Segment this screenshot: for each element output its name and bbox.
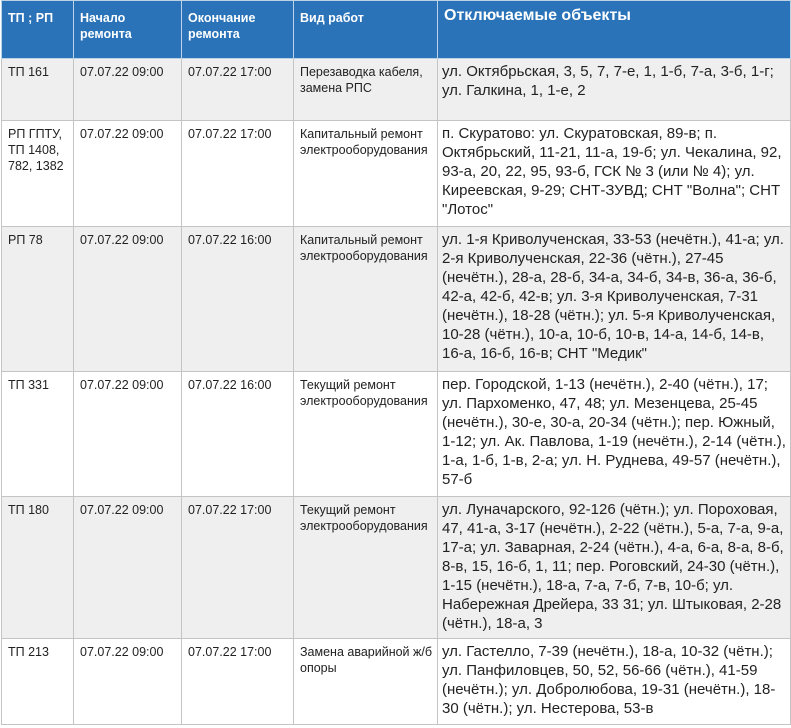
cell-objects: ул. 1-я Криволученская, 33-53 (нечётн.), 41-а; ул. 2-я Криволученская, 22-36 (чётн.), 27-45 (нечётн.), 28-а, 28-б, 34-а, 34-б, 34-в, 36-а, 36-б, 42-а, 42-б, 42-в; ул. 3-я Криволученская, 7-31 (нечётн.), 18-28 (чётн.); ул. 5-я Криволученская, 10-28 (чётн.), 10-а, 10-б, 10-в, 14-а, 14-б, 14-в, 16-а, 16-б, 16-в; СНТ "Медик" [438, 227, 791, 372]
header-objects: Отключаемые объекты [438, 1, 791, 59]
outage-schedule-table [1, 0, 791, 725]
cell-start: 07.07.22 09:00 [74, 227, 182, 372]
table-row [2, 639, 791, 725]
header-start: Начало ремонта [74, 1, 182, 59]
cell-work-type: Текущий ремонт электрооборудования [294, 372, 438, 497]
cell-end: 07.07.22 16:00 [182, 227, 294, 372]
table-header-row [2, 1, 791, 59]
cell-tp: РП 78 [2, 227, 74, 372]
table-row [2, 227, 791, 372]
table-row [2, 497, 791, 639]
cell-start: 07.07.22 09:00 [74, 639, 182, 725]
cell-end: 07.07.22 17:00 [182, 59, 294, 121]
cell-end: 07.07.22 17:00 [182, 639, 294, 725]
cell-work-type: Замена аварийной ж/б опоры [294, 639, 438, 725]
header-end: Окончание ремонта [182, 1, 294, 59]
cell-start: 07.07.22 09:00 [74, 497, 182, 639]
cell-end: 07.07.22 17:00 [182, 121, 294, 227]
header-tp: ТП ; РП [2, 1, 74, 59]
cell-work-type: Текущий ремонт электрооборудования [294, 497, 438, 639]
cell-tp: РП ГПТУ, ТП 1408, 782, 1382 [2, 121, 74, 227]
table-row [2, 372, 791, 497]
cell-objects: ул. Гастелло, 7-39 (нечётн.), 18-а, 10-32 (чётн.); ул. Панфиловцев, 50, 52, 56-66 (чётн.), 41-59 (нечётн.); ул. Добролюбова, 19-31 (нечётн.), 18-30 (чётн.); ул. Нестерова, 53-в [438, 639, 791, 725]
header-work-type: Вид работ [294, 1, 438, 59]
cell-end: 07.07.22 17:00 [182, 497, 294, 639]
table-row [2, 121, 791, 227]
cell-tp: ТП 180 [2, 497, 74, 639]
cell-work-type: Капитальный ремонт электрооборудования [294, 227, 438, 372]
cell-start: 07.07.22 09:00 [74, 372, 182, 497]
cell-tp: ТП 161 [2, 59, 74, 121]
cell-objects: ул. Луначарского, 92-126 (чётн.); ул. Пороховая, 47, 41-а, 3-17 (нечётн.), 2-22 (чётн.), 5-а, 7-а, 9-а, 17-а; ул. Заварная, 2-24 (чётн.), 4-а, 6-а, 8-а, 8-б, 8-в, 15, 16-б, 1, 11; пер. Роговский, 24-30 (чётн.), 1-15 (нечётн.), 18-а, 7-а, 7-б, 7-в, 10-б; ул. Набережная Дрейера, 33 31; ул. Штыковая, 2-28 (чётн.), 18-а, 3 [438, 497, 791, 639]
cell-work-type: Капитальный ремонт электрооборудования [294, 121, 438, 227]
cell-end: 07.07.22 16:00 [182, 372, 294, 497]
cell-start: 07.07.22 09:00 [74, 121, 182, 227]
cell-tp: ТП 213 [2, 639, 74, 725]
cell-objects: пер. Городской, 1-13 (нечётн.), 2-40 (чётн.), 17; ул. Пархоменко, 47, 48; ул. Мезенцева, 25-45 (нечётн.), 30-е, 30-а, 20-34 (чётн.); пер. Южный, 1-12; ул. Ак. Павлова, 1-19 (нечётн.), 2-14 (чётн.), 1-а, 1-б, 1-в, 2-а; ул. Н. Руднева, 49-57 (нечётн.), 57-б [438, 372, 791, 497]
cell-objects: п. Скуратово: ул. Скуратовская, 89-в; п. Октябрьский, 11-21, 11-а, 19-б; ул. Чекалина, 92, 93-а, 20, 22, 95, 93-б, ГСК № 3 (или № 4); ул. Киреевская, 9-29; СНТ-ЗУВД; СНТ "Волна"; СНТ "Лотос" [438, 121, 791, 227]
cell-objects: ул. Октябрьская, 3, 5, 7, 7-е, 1, 1-б, 7-а, 3-б, 1-г; ул. Галкина, 1, 1-е, 2 [438, 59, 791, 121]
table-row [2, 59, 791, 121]
cell-tp: ТП 331 [2, 372, 74, 497]
cell-start: 07.07.22 09:00 [74, 59, 182, 121]
cell-work-type: Перезаводка кабеля, замена РПС [294, 59, 438, 121]
